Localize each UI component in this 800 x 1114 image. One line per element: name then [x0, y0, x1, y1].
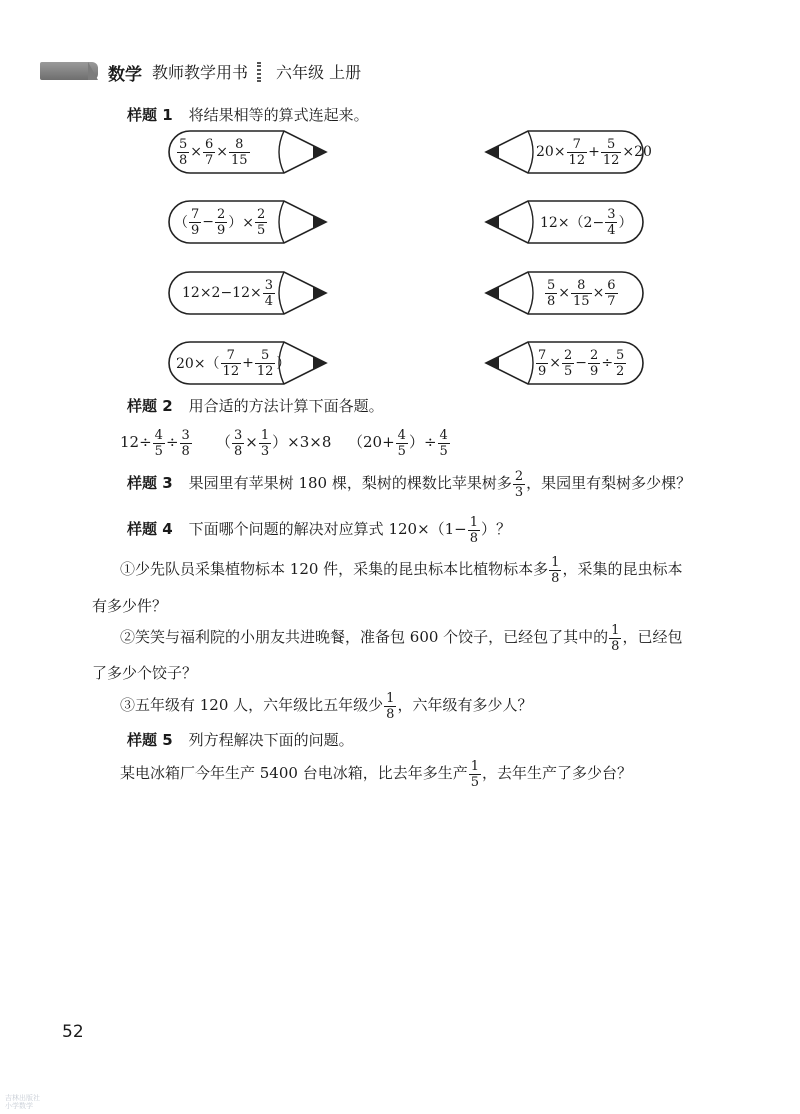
ex4-option-2: ②笑笑与福利院的小朋友共进晚餐，准备包 600 个饺子，已经包了其中的 $\frac{1}{8}$ ，已经包 [120, 622, 683, 654]
pencil-right-2-expression: 12×（2− $\frac{3}{4}$ ） [540, 206, 633, 238]
page-number: 52 [62, 1022, 84, 1042]
pencil-left-2[interactable] [168, 198, 328, 246]
pencil-right-4-expression: $\frac{7}{9}$ × $\frac{2}{5}$ − $\frac{2}{9}$ ÷ $\frac{5}{2}$ [538, 347, 625, 379]
header-separator [257, 62, 261, 82]
ex4-label: 样题 4 [127, 520, 173, 538]
ex4-option-2-cont: 了多少个饺子？ [92, 664, 198, 682]
pencil-left-4[interactable] [168, 339, 328, 387]
pencil-left-3-expression: 12×2−12× $\frac{3}{4}$ [182, 277, 274, 309]
pencil-left-4-expression: 20×（ $\frac{7}{12}$ + $\frac{5}{12}$ ） [176, 347, 291, 379]
pencil-right-2[interactable] [484, 198, 644, 246]
ex2-prompt: 样题 2 用合适的方法计算下面各题。 [127, 397, 384, 415]
header-grade: 六年级 上册 [276, 63, 362, 82]
ex4-prompt: 样题 4 下面哪个问题的解决对应算式 120×（1− $\frac{1}{8}$ ）？ [127, 514, 512, 546]
pencil-left-3[interactable] [168, 269, 328, 317]
ex4-option-3: ③五年级有 120 人，六年级比五年级少 $\frac{1}{8}$ ，六年级有多少人？ [120, 690, 533, 722]
ex5-question: 某电冰箱厂今年生产 5400 台电冰箱，比去年多生产 $\frac{1}{5}$ ，去年生产了多少台？ [120, 758, 633, 790]
ex4-option-1-cont: 有多少件？ [92, 597, 168, 615]
pencil-right-1[interactable] [484, 128, 652, 176]
header-decoration-tip [88, 62, 98, 80]
ex3-label: 样题 3 [127, 474, 173, 492]
ex5-label: 样题 5 [127, 731, 173, 749]
watermark: 吉林出版社 小学数学 [5, 1094, 40, 1110]
pencil-left-1[interactable] [168, 128, 328, 176]
pencil-right-1-expression: 20× $\frac{7}{12}$ + $\frac{5}{12}$ ×20 [536, 136, 652, 168]
header-book-title: 教师教学用书 [152, 63, 249, 82]
ex3-prompt: 样题 3 果园里有苹果树 180 棵，梨树的棵数比苹果树多 $\frac{2}{3}$ ，果园里有梨树多少棵？ [127, 468, 692, 500]
header-subject: 数学 [108, 65, 142, 85]
ex5-prompt: 样题 5 列方程解决下面的问题。 [127, 731, 354, 749]
ex1-label: 样题 1 [127, 106, 173, 124]
ex1-prompt: 样题 1 将结果相等的算式连起来。 [127, 106, 369, 124]
pencil-left-2-expression: （ $\frac{7}{9}$ − $\frac{2}{9}$ ）× $\frac{2}{5}$ [174, 206, 266, 238]
ex2-expression-3: （20+ $\frac{4}{5}$ ）÷ $\frac{4}{5}$ [348, 427, 448, 459]
pencil-right-3[interactable] [484, 269, 644, 317]
pencil-right-3-expression: $\frac{5}{8}$ × $\frac{8}{15}$ × $\frac{6}{7}$ [547, 277, 616, 309]
ex2-expression-1: 12÷ $\frac{4}{5}$ ÷ $\frac{3}{8}$ [120, 427, 190, 459]
ex2-label: 样题 2 [127, 397, 173, 415]
pencil-left-1-expression: $\frac{5}{8}$ × $\frac{6}{7}$ × $\frac{8}{15}$ [179, 136, 248, 168]
ex4-option-1: ①少先队员采集植物标本 120 件，采集的昆虫标本比植物标本多 $\frac{1}{8}$ ，采集的昆虫标本 [120, 554, 683, 586]
pencil-right-4[interactable] [484, 339, 644, 387]
ex2-expression-2: （ $\frac{3}{8}$ × $\frac{1}{3}$ ）×3×8 [216, 427, 332, 459]
